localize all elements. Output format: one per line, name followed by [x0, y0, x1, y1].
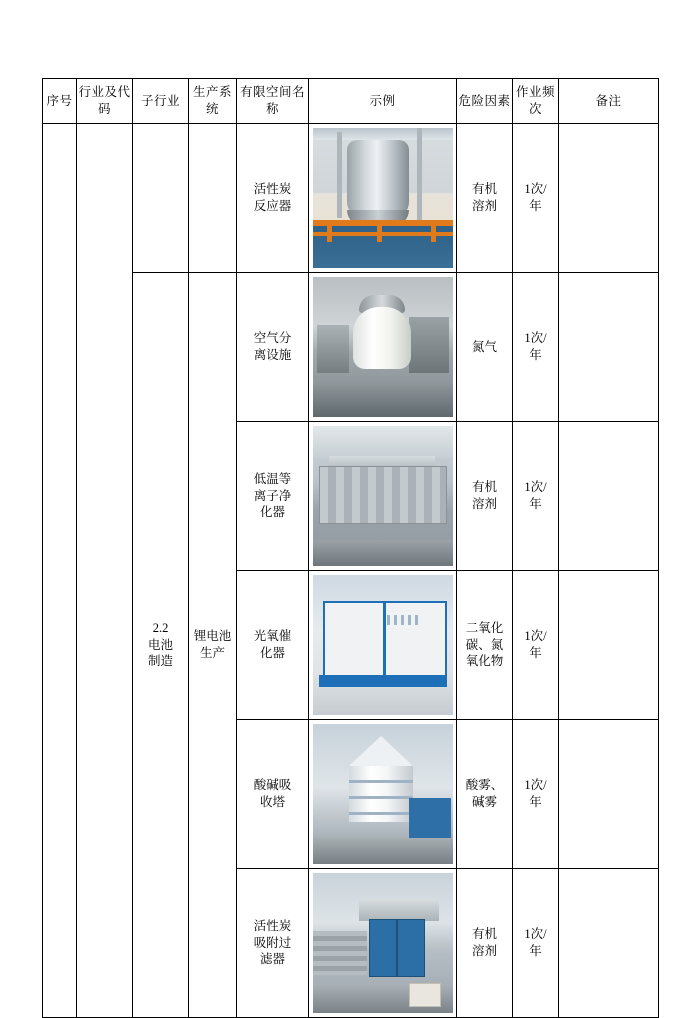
sub-industry-line-2: 电池 [147, 637, 173, 652]
production-system-line-2: 生产 [199, 646, 225, 660]
frequency-line-2: 年 [529, 348, 542, 362]
header-space-name-label: 有限空间名称 [239, 85, 305, 116]
hazard-line-1: 氮气 [471, 339, 497, 354]
cell-space-name [237, 720, 309, 869]
header-industry-code-label: 行业及代码 [78, 85, 131, 116]
cell-space-name [237, 124, 309, 273]
photo-oxygen-catalytic-device-photo [313, 575, 453, 715]
cell-space-name [237, 571, 309, 720]
cell-example-photo [309, 422, 457, 571]
header-example-label: 示例 [369, 93, 396, 108]
cell-seq [43, 124, 77, 1018]
header-hazard-label: 危险因素 [458, 93, 511, 108]
cell-production-system-empty [189, 124, 237, 273]
header-seq [43, 79, 77, 124]
cell-remark [559, 422, 659, 571]
space-name-line-1: 活性炭 [253, 182, 292, 197]
low-temperature-plasma-purifier-photo [313, 426, 453, 566]
cell-frequency [513, 273, 559, 422]
cell-hazard [457, 422, 513, 571]
hazard-line-2: 碱雾 [471, 795, 497, 809]
cell-remark [559, 869, 659, 1018]
frequency-line-1: 1次/ [524, 927, 547, 942]
cell-space-name [237, 422, 309, 571]
frequency-line-1: 1次/ [524, 778, 547, 793]
hazard-line-1: 有机 [471, 182, 497, 197]
cell-remark [559, 273, 659, 422]
frequency-line-1: 1次/ [524, 629, 547, 644]
space-name-line-1: 活性炭 [253, 918, 292, 933]
cell-frequency [513, 720, 559, 869]
hazard-line-2: 溶剂 [471, 199, 497, 213]
hazard-line-1: 有机 [471, 480, 497, 495]
hazard-line-3: 氧化物 [465, 654, 504, 669]
space-name-line-1: 光氧催 [253, 629, 292, 644]
cell-frequency [513, 124, 559, 273]
cell-hazard [457, 869, 513, 1018]
header-remark-label: 备注 [595, 93, 622, 108]
space-name-line-2: 离设施 [253, 348, 292, 362]
sub-industry-line-1: 2.2 [152, 620, 169, 635]
frequency-line-1: 1次/ [524, 331, 547, 346]
cell-example-photo [309, 124, 457, 273]
space-name-line-1: 酸碱吸 [253, 778, 292, 793]
sub-industry-line-3: 制造 [147, 654, 173, 669]
cell-space-name [237, 273, 309, 422]
cell-hazard [457, 124, 513, 273]
header-production-system-label: 生产系统 [192, 85, 232, 116]
cell-example-photo [309, 869, 457, 1018]
space-name-line-2: 反应器 [253, 199, 292, 213]
hazard-line-1: 有机 [471, 927, 497, 942]
table-header-row [43, 79, 659, 124]
header-seq-label: 序号 [46, 93, 73, 108]
space-name-line-2: 化器 [259, 646, 285, 660]
header-frequency-label: 作业频次 [515, 85, 555, 116]
frequency-line-1: 1次/ [524, 182, 547, 197]
table-row [43, 124, 659, 273]
header-sub-industry-label: 子行业 [140, 93, 180, 108]
header-frequency [513, 79, 559, 124]
cell-example-photo [309, 273, 457, 422]
hazard-line-2: 溶剂 [471, 497, 497, 511]
cell-frequency [513, 869, 559, 1018]
space-name-line-3: 化器 [259, 505, 285, 520]
frequency-line-2: 年 [529, 944, 542, 958]
header-sub-industry [133, 79, 189, 124]
table-row [43, 273, 659, 422]
activated-carbon-reactor-photo [313, 128, 453, 268]
frequency-line-2: 年 [529, 199, 542, 213]
cell-example-photo [309, 571, 457, 720]
cell-remark [559, 720, 659, 869]
cell-space-name [237, 869, 309, 1018]
space-name-line-2: 收塔 [259, 795, 285, 809]
air-separation-facility-photo [313, 277, 453, 417]
cell-remark [559, 124, 659, 273]
space-name-line-1: 低温等 [253, 471, 292, 486]
hazard-line-1: 二氧化 [465, 620, 504, 635]
hazard-line-2: 碳、氮 [465, 637, 504, 652]
cell-sub-industry [133, 273, 189, 1018]
cell-sub-industry-empty [133, 124, 189, 273]
cell-hazard [457, 571, 513, 720]
hazard-line-2: 溶剂 [471, 944, 497, 958]
header-production-system [189, 79, 237, 124]
cell-hazard [457, 720, 513, 869]
space-name-line-3: 滤器 [259, 952, 285, 967]
header-hazard [457, 79, 513, 124]
cell-frequency [513, 422, 559, 571]
header-example [309, 79, 457, 124]
cell-production-system [189, 273, 237, 1018]
space-name-line-2: 离子净 [253, 488, 292, 503]
cell-industry-code [77, 124, 133, 1018]
hazard-line-1: 酸雾、 [465, 778, 504, 793]
frequency-line-1: 1次/ [524, 480, 547, 495]
space-name-line-1: 空气分 [253, 331, 292, 346]
production-system-line-1: 锂电池 [193, 629, 232, 644]
frequency-line-2: 年 [529, 646, 542, 660]
header-industry-code [77, 79, 133, 124]
frequency-line-2: 年 [529, 795, 542, 809]
space-name-line-2: 吸附过 [253, 935, 292, 950]
cell-example-photo [309, 720, 457, 869]
activated-carbon-adsorption-filter-photo [313, 873, 453, 1013]
cell-frequency [513, 571, 559, 720]
cell-hazard [457, 273, 513, 422]
header-remark [559, 79, 659, 124]
confined-space-table [42, 78, 659, 1018]
header-space-name [237, 79, 309, 124]
cell-remark [559, 571, 659, 720]
acid-alkali-absorption-tower-photo [313, 724, 453, 864]
frequency-line-2: 年 [529, 497, 542, 511]
